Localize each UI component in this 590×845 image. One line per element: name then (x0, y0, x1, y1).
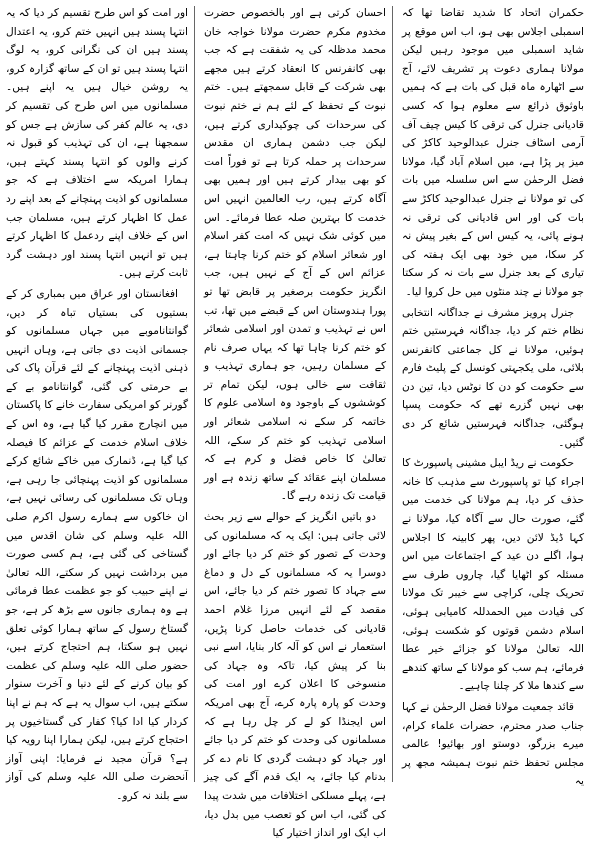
text-column-right (402, 4, 584, 793)
paragraph: قائد جمعیت مولانا فضل الرحمٰن نے کہا جناب صدر محترم، حضرات علماء کرام، میرے بزرگو، دوستو اور بھائیو! عالمی مجلس تحفظ ختم نبوت ہمیشہ مجھ پر یہ (402, 700, 584, 788)
text-column-left (6, 4, 188, 808)
paragraph: حکمران اتحاد کا شدید تقاضا تھا کہ اسمبلی اجلاس بھی ہو، اب اس موقع پر شاید اسمبلی میں موجود رہیں لیکن مولانا ہماری دعوت پر تشریف لائے، آج سے اٹھارہ ماہ قبل کی بات ہے کہ ہمیں باوثوق ذرائع سے معلوم ہوا کہ کسی قادیانی جنرل کی ترقی کا کیس چیف آف آرمی اسٹاف جنرل عبدالوحید کاکڑ کی میز پر پڑا ہے، میں اسلام آباد گیا، مولانا فضل الرحمٰن سے اس سلسلہ میں بات کی تو مولانا نے جنرل عبدالوحید کاکڑ سے بات کی اور اس قادیانی کی ترقی نہ ہونے پائی، یہ کیس اس کے بغیر پیش نہ کر سکا، میں خود بھی ایک ہفتہ کی تیاری کے بعد جنرل سے بات نہ کر سکتا جو مولانا نے چند منٹوں میں حل کروا لیا۔ (402, 7, 584, 298)
paragraph: احسان کرتی ہے اور بالخصوص حضرت مخدوم مکرم حضرت مولانا خواجہ خان محمد مدظلہ کی یہ شفقت ہے کہ جب بھی کانفرنس کا انعقاد کرتے ہیں مجھے بھی شرکت کے قابل سمجھتے ہیں۔ ختم نبوت کے تحفظ کے لئے ہم نے ختم نبوت کی سرحدات کی چوکیداری کرتے ہیں، لیکن جب دشمن ہماری ان مقدس سرحدات پر حملہ کرتا ہے تو فوراً امت کو بھی بیدار کرتے ہیں اور ہمیں بھی آگاہ کرتے ہیں، رب العالمین انہیں اس خدمت کا بہترین صلہ عطا فرمائے۔ اس میں کوئی شک نہیں کہ امت کفر اسلام اور شعائر اسلام کو ختم کرنا چاہتا ہے، عزائم اس کے آج کے نہیں ہیں، جب انگریز حکومت برصغیر پر قابض تھا تو پورا ہندوستان اس کے قبضے میں تھا، تب اس نے تہذیب و تمدن اور اسلامی شعائر کو ختم کرنا چاہا تھا کہ یہاں صرف نام کے مسلمان رہیں، جو ہماری تہذیب و ثقافت سے خالی ہوں، لیکن تمام تر کوششوں کے باوجود وہ اسلامی علوم کا خاتمہ کر سکے نہ اسلامی شعائر اور اسلامی تہذیب کو ختم کر سکے، اللہ تعالیٰ کا خاص فضل و کرم ہے کہ مسلمان اپنے عقائد کے ساتھ زندہ ہے اور قیامت تک زندہ رہے گا۔ (204, 7, 386, 503)
column-divider (194, 6, 195, 782)
column-divider (392, 6, 393, 782)
paragraph: جنرل پرویز مشرف نے جداگانہ انتخابی نظام ختم کر دیا، جداگانہ فہرستیں ختم ہوئیں، مولانا نے کل جماعتی کانفرنس بلائی، ملی یکجہتی کونسل کے پلیٹ فارم سے حکومت کو دن کا نوٹس دیا، تین دن بھی نہیں گزرے تھے کہ حکومت پسپا ہوگئی، جداگانہ فہرستیں شائع کر دی گئیں۔ (402, 306, 584, 449)
paragraph: دو باتیں انگریز کے حوالے سے زیر بحث لائی جاتی ہیں: ایک یہ کہ مسلمانوں کی وحدت کے تصور کو ختم کر دیا جائے اور دوسرا یہ کہ مسلمانوں کے دل و دماغ سے جہاد کا تصور ختم کر دیا جائے، اس مقصد کے لئے انہیں مرزا غلام احمد قادیانی کی خدمات حاصل کرنا پڑیں، استعمار نے اس کو آلہ کار بنایا، اسے نبی بنا کر پیش کیا، تاکہ وہ جہاد کی منسوخی کا اعلان کرے اور امت کی وحدت کو پارہ پارہ کرے، آج بھی امریکہ اس ایجنڈا کو لے کر چل رہا ہے کہ مسلمانوں کی وحدت کو ختم کر دیا جائے اور جہاد کو دہشت گردی کا نام دے کر بدنام کیا جائے، یہ ایک قدم آگے کی چیز ہے، پہلے مسلکی اختلافات میں شدت پیدا کی گئی، اب اس کو تعصب میں بدل دیا، اب ایک اور انداز اختیار کیا (204, 511, 386, 840)
paragraph: افغانستان اور عراق میں بمباری کر کے بستیوں کی بستیاں تباہ کر دیں، گوانتاناموبے میں جہاں مسلمانوں کو جسمانی اذیت دی جاتی ہے، وہاں انہیں ذہنی اذیت پہنچانے کے لئے قرآن پاک کی بے حرمتی کی گئی، گوانتانامو بے کے گورنر کو امریکی سفارت خانے کا پاکستان میں انچارج مقرر کیا گیا ہے، وہ اس کے خلاف اسلام خدمت کے عزائم کا فیصلہ کیا گیا ہے، ڈنمارک میں خاکے شائع کرکے مسلمانوں کو اذیت پہنچائی جا رہی ہے، وہاں تک مسلمانوں کی رسائی نہیں ہے، ان خاکوں سے ہمارے رسول اکرم صلی اللہ علیہ وسلم کی شان اقدس میں گستاخی کی گئی ہے، ہم کسی صورت میں برداشت نہیں کر سکتے، اللہ تعالیٰ نے اپنے حبیب کو جو عظمت عطا فرمائی ہے وہ ہماری جانوں سے بڑھ کر ہے، جو گستاخ رسول کے ساتھ ہمارا کوئی تعلق نہیں ہو سکتا، ہم احتجاج کرتے ہیں، حضور صلی اللہ علیہ وسلم کی عظمت کو بیان کرنے کے لئے دنیا و آخرت سنوار سکتے ہیں، اب سوال یہ ہے کہ ہم نے اپنا کردار کیا ادا کیا؟ کفار کی گستاخیوں پر احتجاج کرتے ہیں، لیکن ہمارا اپنا رویہ کیا ہے؟ قرآن مجید نے فرمایا: اپنی آواز آنحضرت صلی اللہ علیہ وسلم کی آواز سے بلند نہ کرو۔ (6, 287, 188, 802)
text-column-middle (204, 4, 386, 845)
paragraph: حکومت نے ریڈ ایبل مشینی پاسپورٹ کا اجراء کیا تو پاسپورٹ سے مذہب کا خانہ حذف کر دیا، ہم مولانا کی خدمت میں گئے، صورت حال سے آگاہ کیا، مولانا نے کہا ڈیڈ لائن دیں، پھر کابینہ کا اجلاس ہوا، اگلے دن عید کے اجتماعات میں اس مسئلہ کو اٹھایا گیا، چاروں طرف سے تحریک چلی، کراچی سے خیبر تک مولانا کی قیادت میں الحمدللہ کامیابی ہوئی، اسلام دشمن قوتوں کو شکست ہوئی، اللہ تعالیٰ مولانا کو جزائے خیر عطا فرمائے، ہم سب کو مولانا کے ساتھ کندھے سے کندھا ملا کر چلنا چاہیے۔ (402, 457, 584, 693)
paragraph: اور امت کو اس طرح تقسیم کر دیا کہ یہ انتہا پسند ہیں انہیں ختم کرو، یہ اعتدال پسند ہیں ان کی نگرانی کرو، یہ لوگ انتہا پسند ہیں تو ان کے ساتھ گزارہ کرو، یہ روشن خیال ہیں یہ اپنے ہیں۔ مسلمانوں میں اس طرح کی تقسیم کر دی، یہ عالم کفر کی سازش ہے جس کو سمجھنا ہے، ان کی تہذیب کو قبول نہ کرنے والوں کو انتہا پسند کہتے ہیں، ہمارا امریکہ سے اختلاف ہے کہ جو مسلمانوں کو اذیت پہنچانے کے بعد اپنے رد عمل کا اظہار کرتے ہیں، مسلمان جب اس کے خلاف اپنے ردعمل کا اظہار کرتے ہیں تو انہیں انتہا پسند اور دہشت گرد ثابت کرتے ہیں۔ (6, 7, 188, 280)
